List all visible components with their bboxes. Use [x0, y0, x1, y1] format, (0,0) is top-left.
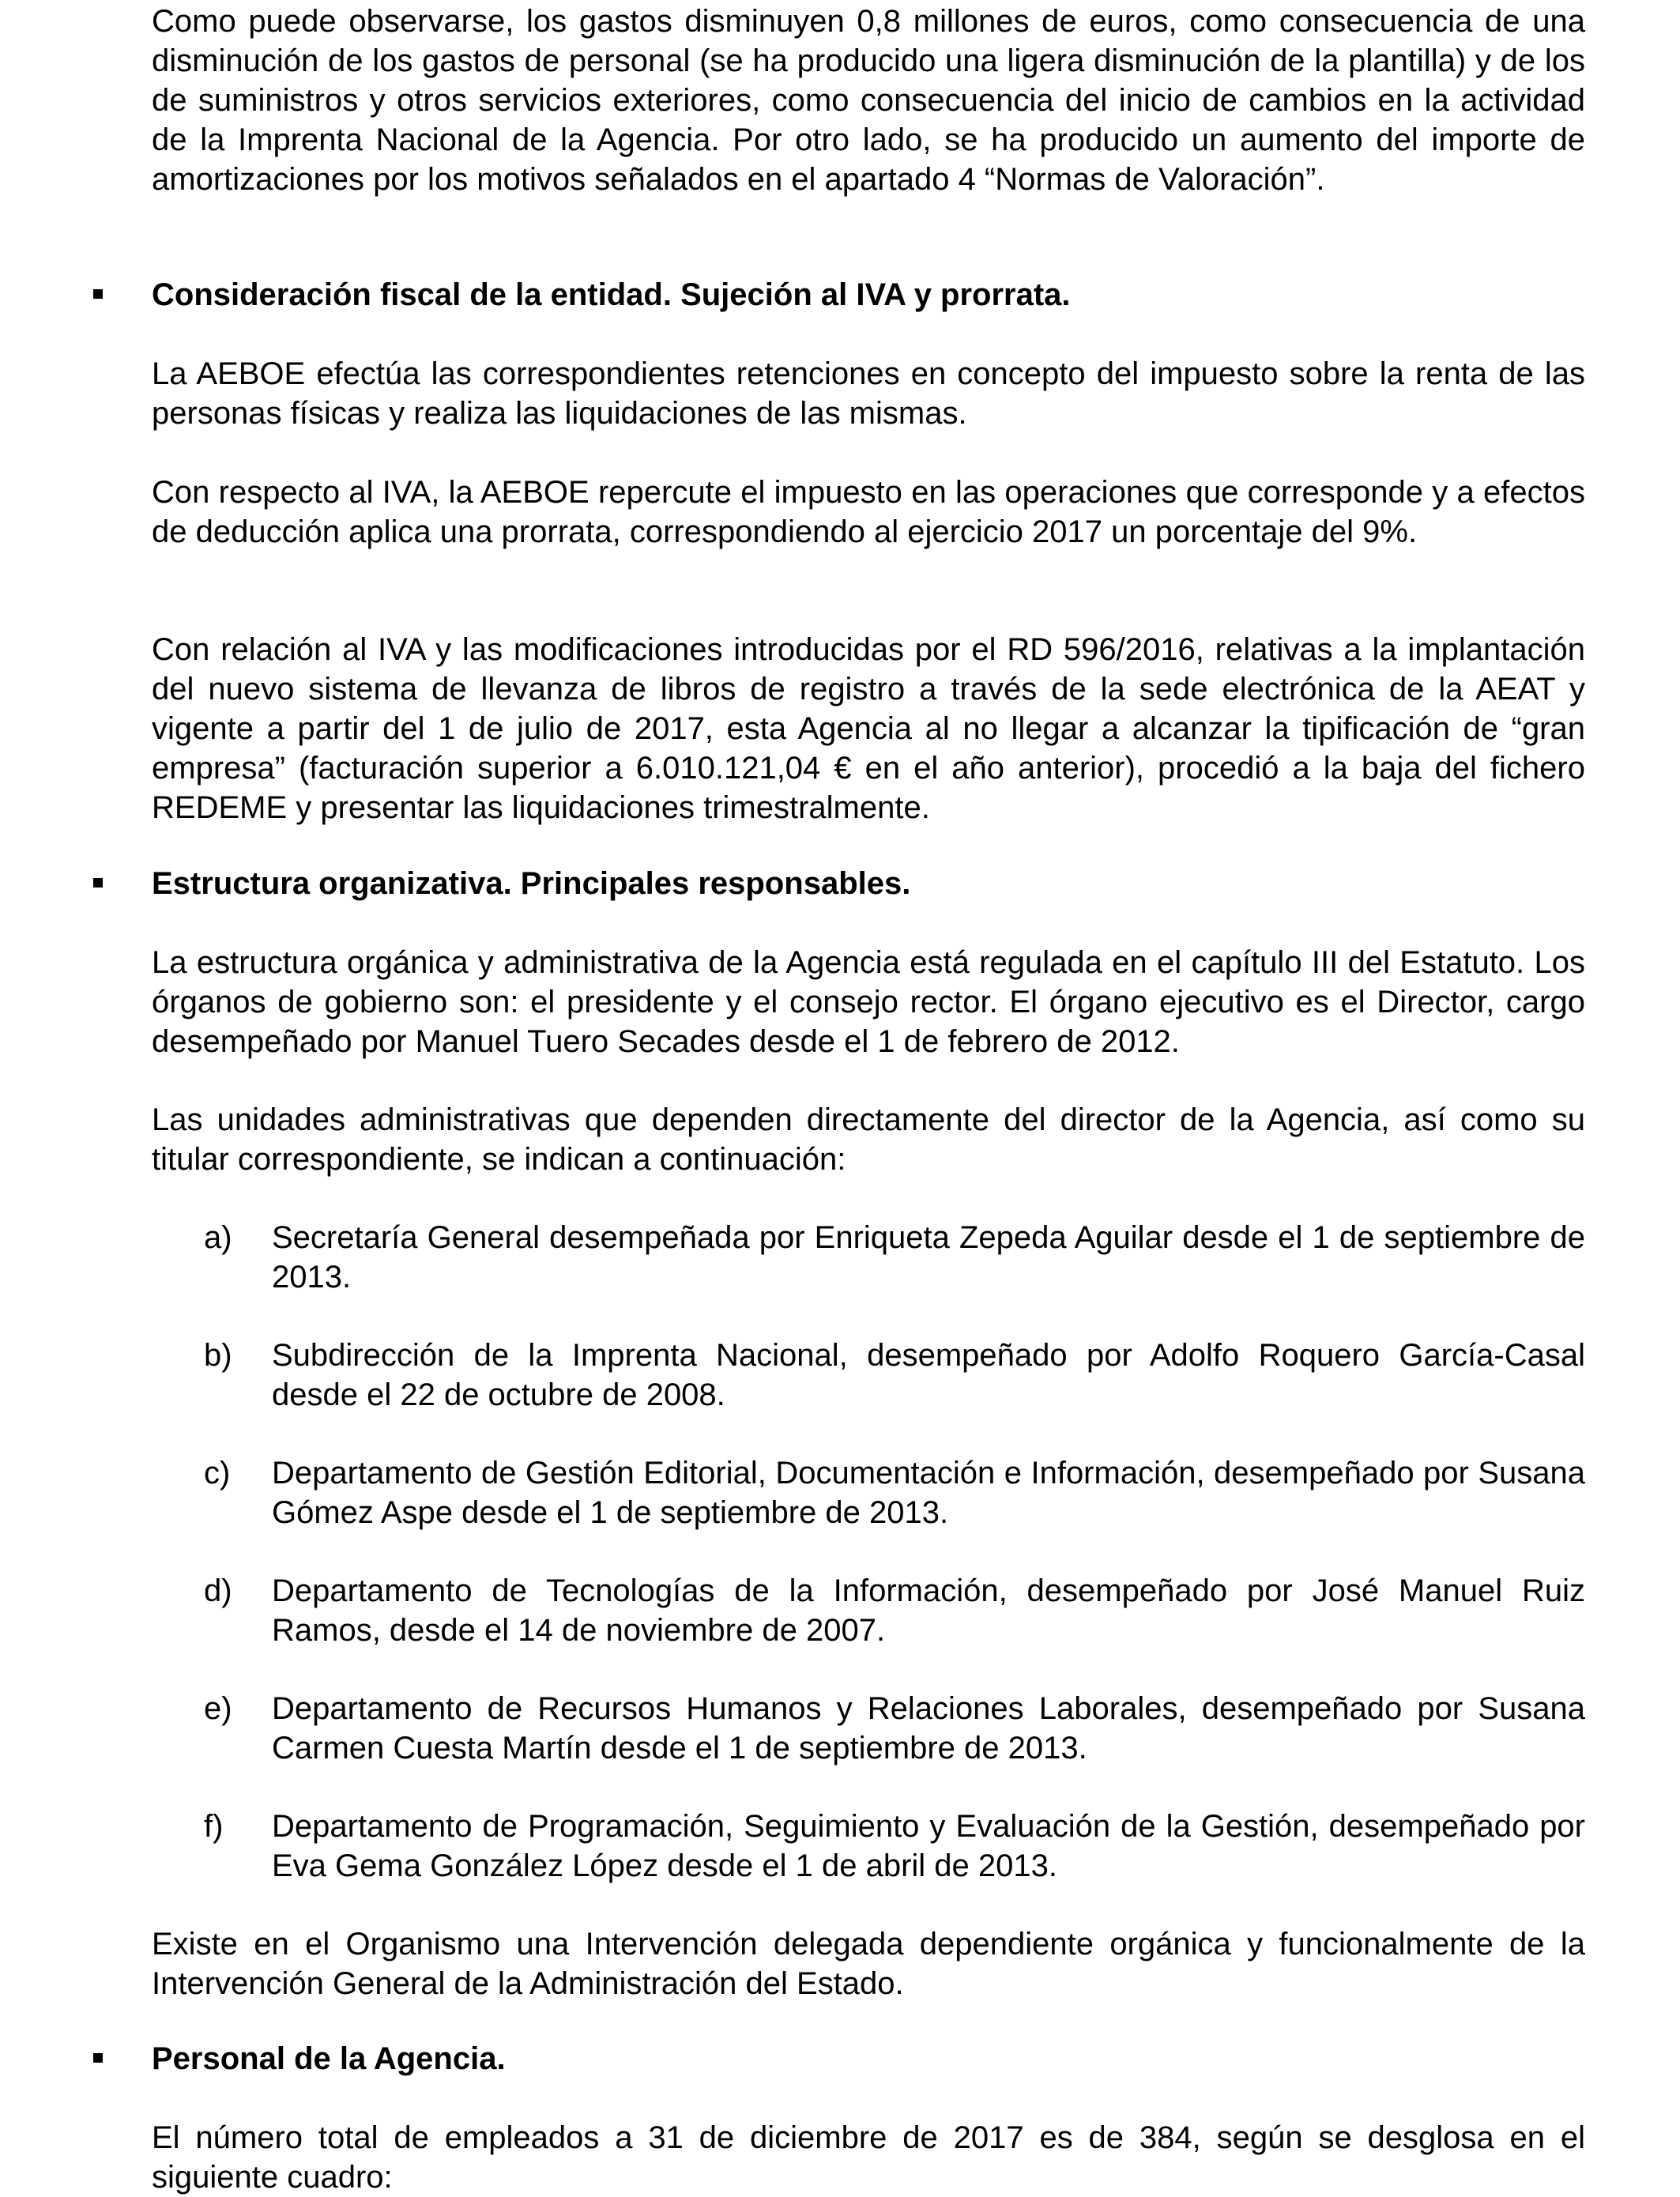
- list-item-text: Secretaría General desempeñada por Enriqueta Zepeda Aguilar desde el 1 de septiembre de 2013.: [272, 1220, 1585, 1294]
- fiscal-paragraph-2-block: [152, 473, 1585, 552]
- list-item-text: Departamento de Tecnologías de la Información, desempeñado por José Manuel Ruiz Ramos, desde el 14 de noviembre de 2007.: [272, 1573, 1585, 1648]
- personnel-paragraph-1: El número total de empleados a 31 de diciembre de 2017 es de 384, según se desglosa en el siguiente cuadro:: [152, 2120, 1585, 2195]
- personnel-paragraph-1-block: [152, 2118, 1585, 2197]
- list-item-text: Departamento de Programación, Seguimiento y Evaluación de la Gestión, desempeñado por Eva Gema González López desde el 1 de abril de 2013.: [272, 1809, 1585, 1883]
- fiscal-paragraph-1: La AEBOE efectúa las correspondientes retenciones en concepto del impuesto sobre la renta de las personas físicas y realiza las liquidaciones de las mismas.: [152, 356, 1585, 431]
- bullet-icon: [93, 2053, 103, 2063]
- list-item-text: Departamento de Recursos Humanos y Relaciones Laborales, desempeñado por Susana Carmen Cuesta Martín desde el 1 de septiembre de 2013.: [272, 1691, 1585, 1766]
- section-heading-personnel: Personal de la Agencia.: [152, 2041, 506, 2076]
- list-item-text: Subdirección de la Imprenta Nacional, desempeñado por Adolfo Roquero García-Casal desde el 22 de octubre de 2008.: [272, 1338, 1585, 1412]
- section-structure: [152, 864, 1585, 903]
- list-item-label: e): [204, 1691, 232, 1726]
- list-item-label: c): [204, 1456, 231, 1490]
- list-item-label: b): [204, 1338, 232, 1373]
- section-personnel: [152, 2039, 1585, 2078]
- structure-paragraph-1: La estructura orgánica y administrativa de la Agencia está regulada en el capítulo III del Estatuto. Los órganos de gobierno son: el presidente y el consejo rector. El órgano ejecutivo es el Director, cargo desempeñado por Manuel Tuero Secades desde el 1 de febrero de 2012.: [152, 945, 1585, 1059]
- section-fiscal: [152, 275, 1585, 315]
- structure-paragraph-3-block: [152, 1924, 1585, 2003]
- fiscal-paragraph-3: Con relación al IVA y las modificaciones introducidas por el RD 596/2016, relativas a la implantación del nuevo sistema de llevanza de libros de registro a través de la sede electrónica de la AEAT y vigente a partir del 1 de julio de 2017, esta Agencia al no llegar a alcanzar la tipificación de “gran empresa” (facturación superior a 6.010.121,04 € en el año anterior), procedió a la baja del fichero REDEME y presentar las liquidaciones trimestralmente.: [152, 632, 1585, 825]
- bullet-icon: [93, 878, 103, 887]
- structure-paragraph-2-block: [152, 1100, 1585, 1179]
- structure-paragraph-3: Existe en el Organismo una Intervención delegada dependiente orgánica y funcionalmente de la Intervención General de la Administración del Estado.: [152, 1927, 1585, 2001]
- section-heading-structure: Estructura organizativa. Principales responsables.: [152, 866, 911, 901]
- intro-paragraph-block: [152, 2, 1585, 199]
- list-item-label: f): [204, 1809, 224, 1844]
- list-item-text: Departamento de Gestión Editorial, Documentación e Información, desempeñado por Susana Gómez Aspe desde el 1 de septiembre de 2013.: [272, 1456, 1585, 1530]
- bullet-icon: [93, 289, 103, 299]
- fiscal-paragraph-1-block: [152, 354, 1585, 433]
- list-item-label: a): [204, 1220, 232, 1255]
- list-item-label: d): [204, 1573, 232, 1608]
- section-heading-fiscal: Consideración fiscal de la entidad. Sujeción al IVA y prorrata.: [152, 277, 1071, 312]
- structure-paragraph-2: Las unidades administrativas que dependen directamente del director de la Agencia, así como su titular correspondiente, se indican a continuación:: [152, 1102, 1585, 1177]
- fiscal-paragraph-3-block: [152, 630, 1585, 827]
- intro-paragraph: Como puede observarse, los gastos disminuyen 0,8 millones de euros, como consecuencia de una disminución de los gastos de personal (se ha producido una ligera disminución de la plantilla) y de los de suministros y otros servicios exteriores, como consecuencia del inicio de cambios en la actividad de la Imprenta Nacional de la Agencia. Por otro lado, se ha producido un aumento del importe de amortizaciones por los motivos señalados en el apartado 4 “Normas de Valoración”.: [152, 4, 1585, 197]
- structure-paragraph-1-block: [152, 943, 1585, 1061]
- fiscal-paragraph-2: Con respecto al IVA, la AEBOE repercute el impuesto en las operaciones que corresponde y a efectos de deducción aplica una prorrata, correspondiendo al ejercicio 2017 un porcentaje del 9%.: [152, 475, 1585, 549]
